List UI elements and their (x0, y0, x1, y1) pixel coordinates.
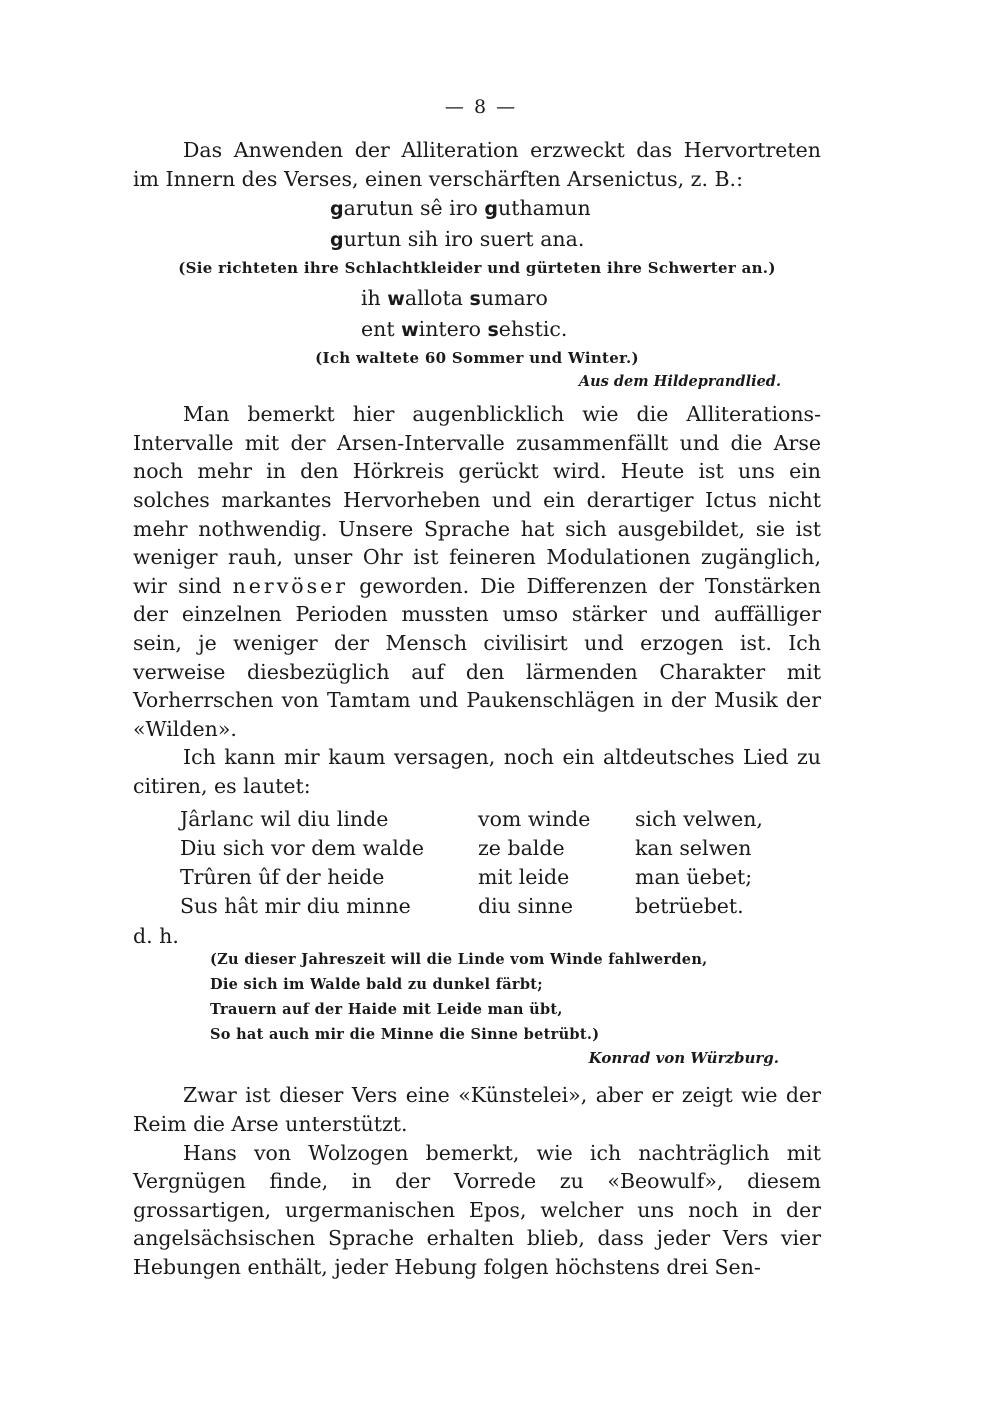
alliteration-letter: s (469, 288, 481, 311)
poem-source: Konrad von Würzburg. (588, 1049, 779, 1068)
page-number: — 8 — (444, 96, 518, 118)
page-content (133, 96, 821, 1281)
poem-cell: kan selwen (635, 835, 752, 860)
poem-cell: mit leide (478, 864, 570, 889)
poem-row (180, 805, 821, 834)
verse-translation: (Sie richteten ihre Schlachtkleider und gürteten ihre Schwerter an.) (178, 259, 776, 278)
poem-cell: Trûren ûf der heide (180, 864, 385, 889)
alliteration-letter: w (401, 319, 419, 342)
poem-row (180, 834, 821, 863)
verse-source: Aus dem Hildeprandlied. (578, 373, 781, 391)
verse-text: allota (404, 286, 470, 311)
verse-line (330, 193, 821, 224)
verse-line (330, 224, 821, 255)
poem-cell: Jârlanc wil diu linde (180, 806, 389, 831)
verse-text: ent (361, 317, 402, 342)
poem-translation-line: (Zu dieser Jahreszeit will die Linde vom Winde fahlwerden, (210, 951, 708, 969)
poem-translation-line: Trauern auf der Haide mit Leide man übt, (210, 1001, 563, 1019)
alliteration-letter: s (487, 319, 499, 342)
dh-label: d. h. (133, 924, 179, 949)
paragraph-text: Man bemerkt hier augenblicklich wie die Alliterations-Intervalle mit der Arsen-Intervalle zusammenfällt und die Arse noch mehr in den Hörkreis gerückt wird. Heute ist uns ein solches markantes Hervorheben und ein derartiger Ictus nicht mehr nothwendig. Unsere Sprache hat sich ausgebildet, sie ist weniger rauh, unser Ohr ist feineren Modulationen zugänglich, wir sind (133, 402, 821, 598)
intro-paragraph: Das Anwenden der Alliteration erzweckt das Hervortreten im Innern des Verses, einen verschärften Arsenictus, z. B.: (133, 138, 821, 191)
poem-cell: betrüebet. (635, 894, 744, 919)
poem-row (180, 892, 821, 921)
alliteration-letter: g (330, 229, 344, 252)
verse-text: intero (418, 317, 488, 342)
poem-cell: man üebet; (635, 864, 753, 889)
alliteration-letter: w (387, 288, 405, 311)
verse-text: umaro (480, 286, 548, 311)
paragraph-kunstelei: Zwar ist dieser Vers eine «Künstelei», aber er zeigt wie der Reim die Arse unterstützt. (133, 1083, 821, 1136)
poem-cell: Diu sich vor dem walde (180, 835, 425, 860)
paragraph-wolzogen: Hans von Wolzogen bemerkt, wie ich nachträglich mit Vergnügen finde, in der Vorrede zu «Beowulf», diesem grossartigen, urgermanischen Epos, welcher uns noch in der angelsächsischen Sprache erhalten blieb, dass jeder Vers vier Hebungen enthält, jeder Hebung folgen höchstens drei Sen- (133, 1140, 821, 1279)
emphasized-word: nervöser (232, 573, 349, 598)
verse-text: urtun sih iro suert ana. (343, 227, 585, 252)
verse-block-2 (361, 283, 821, 345)
verse-text: ih (361, 286, 388, 311)
poem-cell: ze balde (478, 835, 565, 860)
poem-translation-line: Die sich im Walde bald zu dunkel färbt; (210, 976, 543, 994)
paragraph-alliteration-intervals (133, 400, 821, 743)
poem-cell: vom winde (478, 806, 591, 831)
poem-cell: sich velwen, (635, 806, 763, 831)
poem-cell: diu sinne (478, 894, 574, 919)
verse-text: ehstic. (498, 317, 568, 342)
verse-block-1 (330, 193, 821, 255)
poem-row (180, 863, 821, 892)
verse-line (361, 314, 821, 345)
poem (180, 805, 821, 922)
poem-cell: Sus hât mir diu minne (180, 894, 411, 919)
verse-translation: (Ich waltete 60 Sommer und Winter.) (315, 349, 639, 368)
poem-translation (210, 947, 821, 1047)
paragraph-song-intro: Ich kann mir kaum versagen, noch ein altdeutsches Lied zu citiren, es lautet: (133, 745, 821, 798)
alliteration-letter: g (484, 198, 498, 221)
poem-translation-line: So hat auch mir die Minne die Sinne betrübt.) (210, 1026, 600, 1044)
alliteration-letter: g (330, 198, 344, 221)
verse-text: arutun sê iro (343, 196, 485, 221)
verse-text: uthamun (498, 196, 591, 221)
paragraph-text: geworden. Die Differenzen der Tonstärken der einzelnen Perioden mussten umso stärker und auffälliger sein, je weniger der Mensch civilisirt und erzogen ist. Ich verweise diesbezüglich auf den lärmenden Charakter mit Vorherrschen von Tamtam und Paukenschlägen in der Musik der «Wilden». (133, 573, 821, 741)
verse-line (361, 283, 821, 314)
